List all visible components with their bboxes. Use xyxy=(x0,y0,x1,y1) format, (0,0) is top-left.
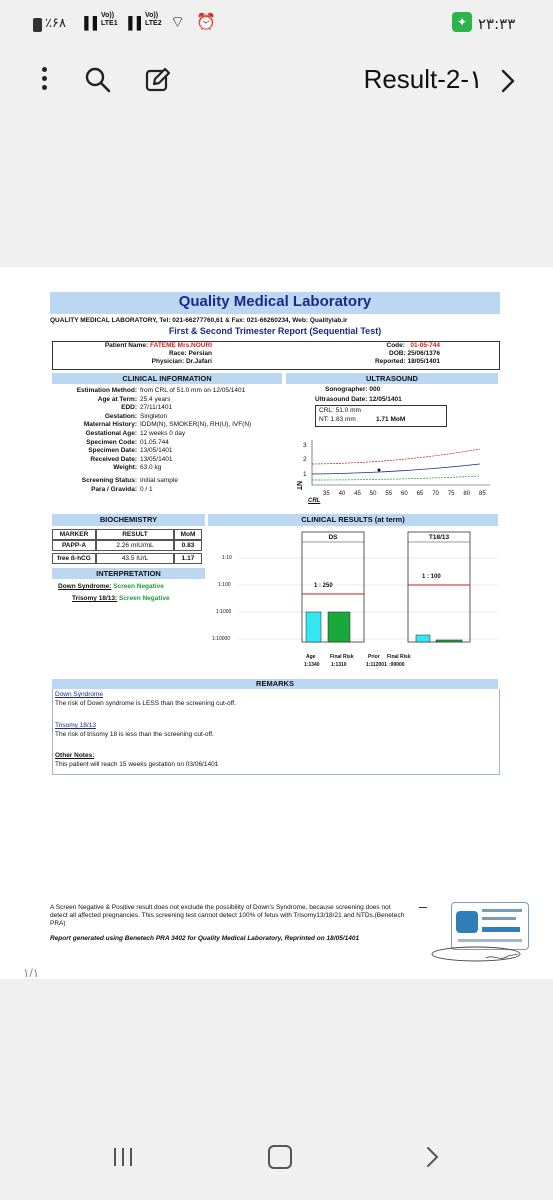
clinical-info-key: Para / Gravida: xyxy=(91,485,137,493)
page-indicator: ۱/۱ xyxy=(23,966,40,980)
clinical-info-value: 13/05/1401 xyxy=(140,447,173,455)
nt-xtick: 55 xyxy=(385,491,393,497)
patient-right: Code: 01-05-744 DOB: 25/06/1376 Reported: 18/05/1401 xyxy=(374,342,440,365)
bio-result: 43.5 IU/L xyxy=(96,553,174,564)
nt-xtick: 40 xyxy=(338,491,346,497)
clinical-info-row xyxy=(52,456,287,465)
home-icon[interactable] xyxy=(268,1145,292,1169)
status-bar xyxy=(0,0,553,48)
t-column-header: T18/13 xyxy=(428,534,450,541)
remark-text: This patient will reach 15 weeks gestation on 03/06/1401 xyxy=(55,761,219,768)
report-title: First & Second Trimester Report (Sequential Test) xyxy=(168,326,382,336)
signature xyxy=(428,944,528,972)
risk-ytick: 1:100 xyxy=(218,582,231,588)
clinical-info-key: Specimen Date: xyxy=(88,447,137,455)
battery-icon xyxy=(33,18,42,32)
nav-bar xyxy=(0,1115,553,1200)
crl-value: CRL: 51.0 mm xyxy=(319,407,361,414)
nt-value: NT: 1.83 mm xyxy=(319,416,356,423)
t-bar-label: Prior xyxy=(368,654,380,660)
more-options-icon[interactable] xyxy=(40,66,48,96)
remarks-header: REMARKS xyxy=(256,679,294,688)
clinical-info-key: Gestation: xyxy=(104,412,137,420)
battery-percent: ٪۶۸ xyxy=(45,16,66,31)
bio-mom: 0.83 xyxy=(174,540,202,551)
t-bar-prior xyxy=(416,635,430,642)
clinical-info-row xyxy=(52,439,287,448)
running-icon: ✦ xyxy=(452,12,472,32)
recent-apps-icon[interactable] xyxy=(112,1148,136,1168)
risk-ytick: 1:10 xyxy=(222,555,232,561)
clinical-info-value: 0 / 1 xyxy=(140,485,153,493)
interp-header: INTERPRETATION xyxy=(96,569,161,578)
clinical-info-row xyxy=(52,477,287,486)
nt-xtick: 80 xyxy=(463,491,471,497)
bio-col-header: RESULT xyxy=(96,529,174,540)
lab-title: Quality Medical Laboratory xyxy=(178,293,372,310)
interp-ds: Down Syndrome: Screen Negative xyxy=(58,583,164,590)
clinical-info-key: Screening Status: xyxy=(81,476,137,484)
t-bar-value: :99000 xyxy=(389,662,405,668)
remark-title: Down Syndrome xyxy=(55,691,104,698)
footer-generated: Report generated using Benetech PRA 3402 for Quality Medical Laboratory, Reprinted on 18/05/1401 xyxy=(50,935,360,942)
interp-trisomy: Trisomy 18/13: Screen Negative xyxy=(72,595,170,602)
remark-title: Trisomy 18/13 xyxy=(55,722,96,729)
bio-marker: PAPP-A xyxy=(52,540,96,551)
ds-column-header: DS xyxy=(328,534,338,541)
ds-bar-label: Final Risk xyxy=(330,654,354,660)
network-label-lte1: Vo)) LTE2 xyxy=(145,12,162,27)
clinical-info-row xyxy=(52,464,287,473)
nt-xtick: 75 xyxy=(447,491,455,497)
t-bar-final xyxy=(436,640,462,642)
bio-col-header: MARKER xyxy=(52,529,96,540)
bio-mom: 1.17 xyxy=(174,553,202,564)
risk-ytick: 1:1000 xyxy=(216,609,232,615)
clinical-info-value: 25.4 years xyxy=(140,395,171,403)
bio-marker: free ß-hCG xyxy=(52,553,96,564)
t-bar-value: 1:112001 xyxy=(366,662,387,668)
document-title: Result-2-۱ xyxy=(363,64,483,94)
t-bar-label: Final Risk xyxy=(387,654,411,660)
clinical-info-value: Singleton xyxy=(140,412,168,420)
ds-bar-final xyxy=(328,612,350,642)
ds-cutoff-label: 1 : 250 xyxy=(314,583,333,589)
app-bar xyxy=(0,48,553,110)
clinical-info-value: from CRL of 51.0 mm on 12/05/1401 xyxy=(140,387,246,394)
clinical-info-key: EDD: xyxy=(121,404,137,412)
clinical-header: CLINICAL INFORMATION xyxy=(122,374,212,383)
clinical-info-row xyxy=(52,447,287,456)
clinical-info-value: 01.05.744 xyxy=(140,438,169,446)
ultrasound-header: ULTRASOUND xyxy=(366,374,418,383)
nt-xtick: 35 xyxy=(323,491,330,497)
nt-ytick: 2 xyxy=(303,456,307,463)
remark-text: The risk of trisomy 18 is less than the screening cut-off. xyxy=(55,731,214,738)
nt-xticks xyxy=(323,491,493,499)
clinical-info-value: Initial sample xyxy=(140,476,178,484)
clinical-info-value: 12 weeks 0 day xyxy=(140,429,186,437)
ultrasound-date: Ultrasound Date: 12/05/1401 xyxy=(315,396,402,403)
patient-left: Patient Name: FATEME Mrs.NOURI Race: Persian Physician: Dr.Jafari xyxy=(104,342,212,365)
wifi-icon: ⌔ xyxy=(170,14,186,31)
nt-xtick: 45 xyxy=(354,491,361,497)
nt-xtick: 70 xyxy=(432,491,439,497)
edit-icon[interactable] xyxy=(144,66,172,94)
clinical-info-key: Maternal History: xyxy=(83,421,137,429)
bio-result: 2.26 mIU/mL xyxy=(96,540,174,551)
back-icon[interactable] xyxy=(424,1145,440,1169)
alarm-icon: ⏰ xyxy=(196,14,216,31)
ds-bar-age xyxy=(306,612,321,642)
nt-xtick: 60 xyxy=(401,491,408,497)
bio-header: BIOCHEMISTRY xyxy=(99,515,158,524)
remark-title: Other Notes: xyxy=(55,752,95,759)
report xyxy=(50,290,502,950)
clinical-info-row xyxy=(52,413,287,422)
signal-icon: ▐▐ xyxy=(80,16,98,30)
clinical-info-row xyxy=(52,396,287,405)
nt-xtick: 85 xyxy=(479,491,486,497)
clinical-info-key: Age at Term: xyxy=(97,395,137,403)
sonographer: Sonographer: 000 xyxy=(325,386,381,393)
nt-axis-label: NT xyxy=(295,480,303,491)
signal-icon: ▐▐ xyxy=(124,16,142,30)
clinical-info-key: Gestational Age: xyxy=(85,429,137,437)
nt-xtick: 65 xyxy=(416,491,424,497)
nt-ytick: 1 xyxy=(303,471,307,478)
clinical-info-key: Received Date: xyxy=(90,455,137,463)
clinical-info-key: Estimation Method: xyxy=(76,387,137,394)
clinical-info-key: Specimen Code: xyxy=(86,438,137,446)
clinical-info-row xyxy=(52,387,287,396)
network-label-lte2: Vo)) LTE1 xyxy=(101,12,118,27)
clinical-results-header: CLINICAL RESULTS (at term) xyxy=(301,515,405,524)
clinical-info-row xyxy=(52,430,287,439)
remark-text: The risk of Down syndrome is LESS than the screening cut-off. xyxy=(55,700,236,707)
ds-bar-value: 1:1340 xyxy=(304,662,320,668)
clinical-info-key: Weight: xyxy=(113,464,137,472)
clock: ۲۳:۳۳ xyxy=(478,15,516,33)
dash xyxy=(419,907,427,908)
lab-stamp xyxy=(451,902,529,950)
clinical-info-value: IDDM(N), SMOKER(N), RH(U), IVF(N) xyxy=(140,421,252,429)
risk-ytick: 1:10000 xyxy=(212,636,231,642)
clinical-info-value: 63.0 kg xyxy=(140,464,162,472)
bio-col-header: MoM xyxy=(174,529,202,540)
clinical-info-row xyxy=(52,486,287,495)
ds-bar-label: Age xyxy=(306,654,316,660)
lab-info: QUALITY MEDICAL LABORATORY, Tel: 021-66277760,61 & Fax: 021-66260234, Web: Qualitylab.ir xyxy=(50,317,348,324)
nt-point xyxy=(378,469,381,472)
clinical-info-value: 27/11/1401 xyxy=(140,404,173,412)
crl-axis-label: CRL xyxy=(308,498,321,504)
clinical-info-row xyxy=(52,404,287,413)
footer-note: A Screen Negative & Positive result does not exclude the possibility of Down's Syndrome, because screening does not detect all affected pregnancies. This screening test cannot detect 100% of fetus with Trisomy13/18/21 and NTDs.(Benetech PRA) xyxy=(50,904,405,927)
nt-mom: 1.71 MoM xyxy=(376,416,406,423)
nt-ytick: 3 xyxy=(303,442,307,449)
t-cutoff-label: 1 : 100 xyxy=(422,574,441,580)
clinical-info-list xyxy=(52,387,287,494)
ds-bar-value: 1:1310 xyxy=(331,662,347,668)
chevron-right-icon[interactable] xyxy=(498,68,518,94)
clinical-info-row xyxy=(52,421,287,430)
clinical-info-value: 13/05/1401 xyxy=(140,455,173,463)
nt-xtick: 50 xyxy=(369,491,377,497)
risk-chart xyxy=(208,528,500,658)
search-icon[interactable] xyxy=(84,66,112,94)
